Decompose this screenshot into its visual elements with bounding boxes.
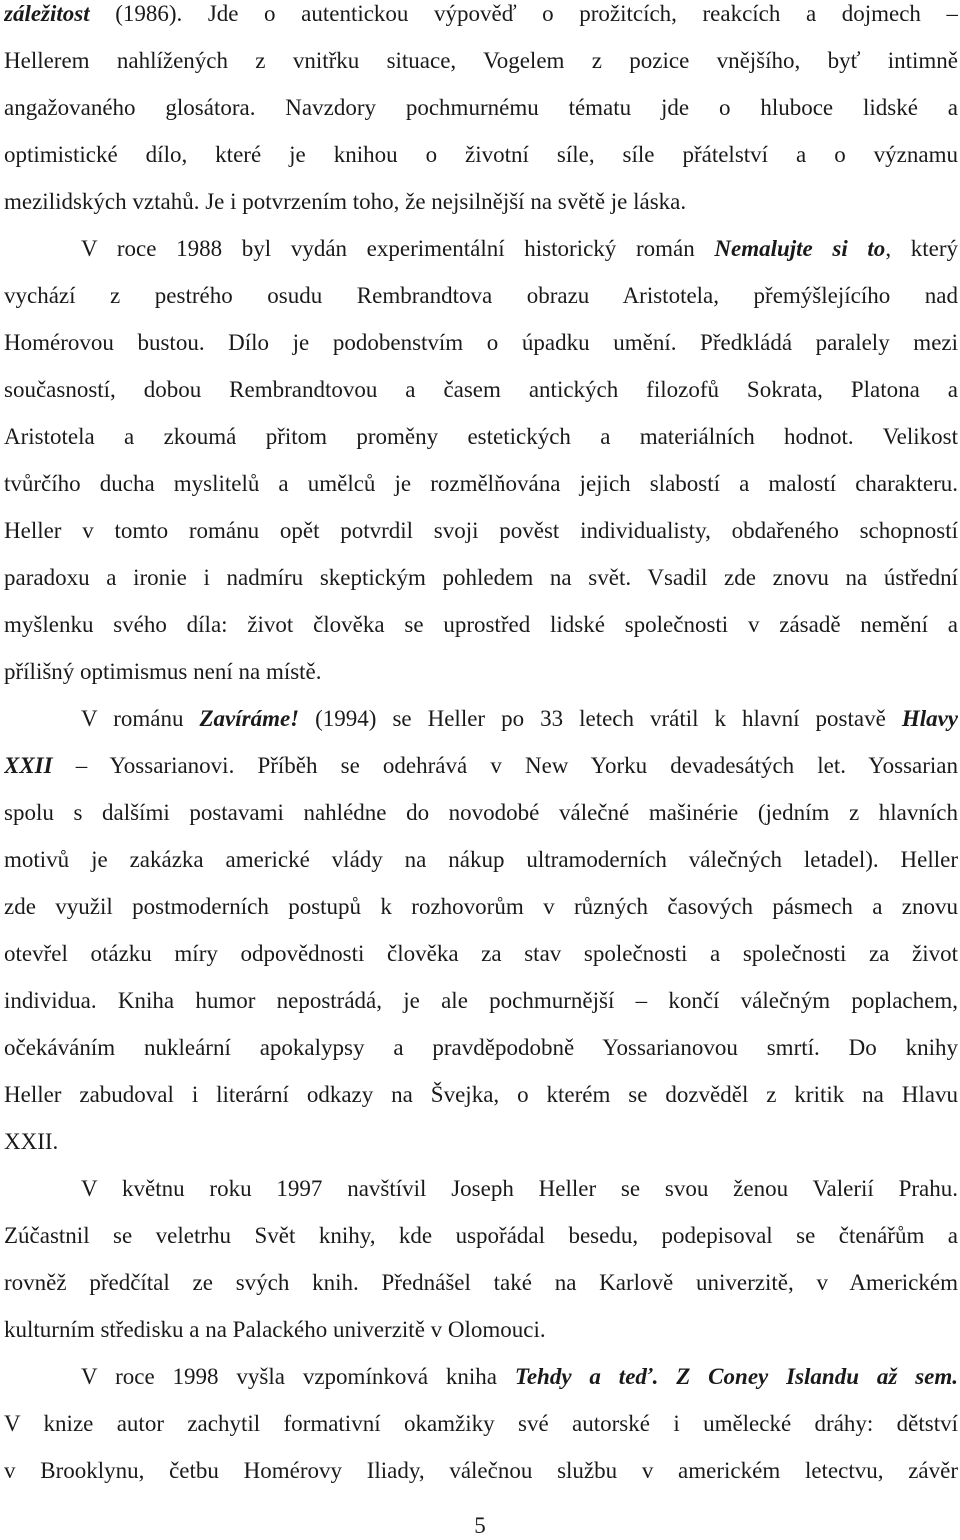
text-line: [4, 319, 958, 366]
text-run: motivů je zakázka americké vlády na nákup ultramoderních válečných letadel). Heller: [4, 847, 958, 872]
text-run: V roce 1998 vyšla vzpomínková kniha: [81, 1364, 515, 1389]
text-run: tvůrčího ducha myslitelů a umělců je rozmělňována jejich slabostí a malostí charakteru.: [4, 471, 958, 496]
text-line: [4, 930, 958, 977]
text-line: [4, 460, 958, 507]
text-line: [4, 601, 958, 648]
text-run: vychází z pestrého osudu Rembrandtova obrazu Aristotela, přemýšlejícího nad: [4, 283, 958, 308]
text-run: přílišný optimismus není na místě.: [4, 659, 322, 684]
text-line: [4, 789, 958, 836]
text-line: [4, 272, 958, 319]
emphasized-title: Nemalujte si to: [714, 236, 886, 261]
text-line: [4, 1306, 958, 1353]
text-line: [4, 883, 958, 930]
text-line: [4, 1165, 958, 1212]
text-run: otevřel otázku míry odpovědnosti člověka za stav společnosti a společnosti za život: [4, 941, 958, 966]
text-line: [4, 413, 958, 460]
text-run: , který: [885, 236, 958, 261]
text-run: kulturním středisku a na Palackého univerzitě v Olomouci.: [4, 1317, 546, 1342]
text-run: V květnu roku 1997 navštívil Joseph Heller se svou ženou Valerií Prahu.: [81, 1176, 958, 1201]
text-run: Zúčastnil se veletrhu Svět knihy, kde uspořádal besedu, podepisoval se čtenářům a: [4, 1223, 958, 1248]
text-run: Hellerem nahlížených z vnitřku situace, Vogelem z pozice vnějšího, byť intimně: [4, 48, 958, 73]
document-page: [4, 0, 958, 1494]
text-line: [4, 1400, 958, 1447]
text-run: individua. Kniha humor nepostrádá, je ale pochmurnější – končí válečným poplachem,: [4, 988, 958, 1013]
text-line: [4, 366, 958, 413]
text-line: [4, 1071, 958, 1118]
text-line: [4, 742, 958, 789]
text-line: [4, 225, 958, 272]
emphasized-title: Hlavy: [901, 706, 958, 731]
text-line: [4, 554, 958, 601]
text-line: [4, 1353, 958, 1400]
emphasized-title: Tehdy a teď. Z Coney Islandu až sem.: [514, 1364, 958, 1389]
text-run: Aristotela a zkoumá přitom proměny estetických a materiálních hodnot. Velikost: [4, 424, 958, 449]
text-line: [4, 1118, 958, 1165]
text-run: – Yossarianovi. Příběh se odehrává v New Yorku devadesátých let. Yossarian: [52, 753, 958, 778]
text-run: (1994) se Heller po 33 letech vrátil k hlavní postavě: [299, 706, 902, 731]
text-line: [4, 178, 958, 225]
text-line: [4, 836, 958, 883]
text-run: XXII.: [4, 1129, 59, 1154]
text-run: Heller v tomto románu opět potvrdil svoji pověst individualisty, obdařeného schopností: [4, 518, 958, 543]
text-line: [4, 1259, 958, 1306]
text-line: [4, 507, 958, 554]
text-run: angažovaného glosátora. Navzdory pochmurnému tématu jde o hluboce lidské a: [4, 95, 958, 120]
emphasized-title: Zavíráme!: [199, 706, 300, 731]
text-run: očekáváním nukleární apokalypsy a pravděpodobně Yossarianovou smrtí. Do knihy: [4, 1035, 958, 1060]
text-run: optimistické dílo, které je knihou o životní síle, síle přátelství a o významu: [4, 142, 958, 167]
emphasized-title: XXII: [4, 753, 53, 778]
text-line: [4, 977, 958, 1024]
text-run: Homérovou bustou. Dílo je podobenstvím o úpadku umění. Předkládá paralely mezi: [4, 330, 958, 355]
text-run: V roce 1988 byl vydán experimentální historický román: [81, 236, 715, 261]
text-line: [4, 37, 958, 84]
text-line: [4, 0, 958, 37]
text-line: [4, 695, 958, 742]
emphasized-title: záležitost: [4, 1, 90, 26]
text-run: (1986). Jde o autentickou výpověď o prožitcích, reakcích a dojmech –: [89, 1, 958, 26]
text-run: paradoxu a ironie i nadmíru skeptickým pohledem na svět. Vsadil zde znovu na ústřední: [4, 565, 958, 590]
text-line: [4, 84, 958, 131]
text-line: [4, 131, 958, 178]
page-number: 5: [474, 1513, 486, 1538]
text-run: myšlenku svého díla: život člověka se uprostřed lidské společnosti v zásadě nemění a: [4, 612, 958, 637]
text-run: Heller zabudoval i literární odkazy na Švejka, o kterém se dozvěděl z kritik na Hlavu: [4, 1082, 958, 1107]
text-run: V románu: [81, 706, 200, 731]
text-line: [4, 1024, 958, 1071]
text-run: spolu s dalšími postavami nahlédne do novodobé válečné mašinérie (jedním z hlavních: [4, 800, 958, 825]
text-run: v Brooklynu, četbu Homérovy Iliady, válečnou službu v americkém letectvu, závěr: [4, 1458, 958, 1483]
text-line: [4, 1447, 958, 1494]
text-line: [4, 648, 958, 695]
text-run: současností, dobou Rembrandtovou a časem antických filozofů Sokrata, Platona a: [4, 377, 958, 402]
text-run: zde využil postmoderních postupů k rozhovorům v různých časových pásmech a znovu: [4, 894, 958, 919]
text-line: [4, 1212, 958, 1259]
text-run: V knize autor zachytil formativní okamžiky své autorské i umělecké dráhy: dětství: [4, 1411, 958, 1436]
text-run: rovněž předčítal ze svých knih. Přednášel také na Karlově univerzitě, v Americkém: [4, 1270, 958, 1295]
text-run: mezilidských vztahů. Je i potvrzením toho, že nejsilnější na světě je láska.: [4, 189, 687, 214]
